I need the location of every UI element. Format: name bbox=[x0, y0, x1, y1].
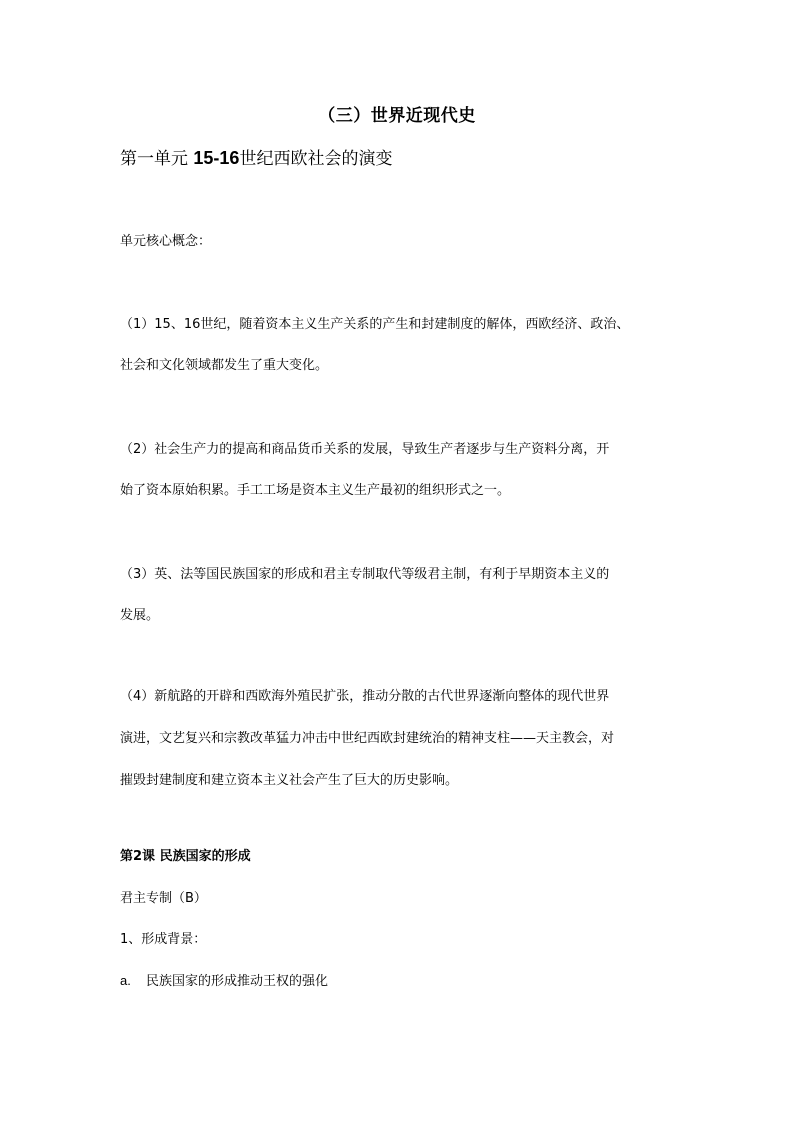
unit-title bbox=[120, 145, 392, 172]
topic-heading: 君主专制（B） bbox=[120, 891, 207, 906]
lesson-title: 第2课 民族国家的形成 bbox=[120, 849, 251, 864]
unit-title-range: 15-16 bbox=[193, 148, 240, 168]
core-concepts-label: 单元核心概念： bbox=[120, 234, 212, 249]
point-4-line-3: 摧毁封建制度和建立资本主义社会产生了巨大的历史影响。 bbox=[120, 773, 459, 788]
unit-title-suffix: 世纪西欧社会的演变 bbox=[239, 149, 393, 169]
section-heading: 1、形成背景： bbox=[120, 932, 207, 947]
point-3-line-1: （3）英、法等国民族国家的形成和君主专制取代等级君主制，有利于早期资本主义的 bbox=[120, 567, 610, 582]
point-1-line-1: （1）15、16世纪，随着资本主义生产关系的产生和封建制度的解体，西欧经济、政治、 bbox=[120, 317, 630, 332]
point-4-line-1: （4）新航路的开辟和西欧海外殖民扩张，推动分散的古代世界逐渐向整体的现代世界 bbox=[120, 689, 610, 704]
list-item-marker: a. bbox=[120, 973, 131, 988]
point-2-line-2: 始了资本原始积累。手工工场是资本主义生产最初的组织形式之一。 bbox=[120, 483, 511, 498]
point-4-line-2: 演进，文艺复兴和宗教改革猛力冲击中世纪西欧封建统治的精神支柱——天主教会，对 bbox=[120, 731, 615, 746]
unit-title-prefix: 第一单元 bbox=[120, 149, 194, 169]
document-title: （三）世界近现代史 bbox=[318, 106, 476, 126]
list-item bbox=[120, 972, 328, 991]
point-3-line-2: 发展。 bbox=[120, 608, 160, 623]
point-1-line-2: 社会和文化领域都发生了重大变化。 bbox=[120, 358, 329, 373]
list-item-text: 民族国家的形成推动王权的强化 bbox=[146, 974, 329, 989]
point-2-line-1: （2）社会生产力的提高和商品货币关系的发展，导致生产者逐步与生产资料分离，开 bbox=[120, 442, 610, 457]
